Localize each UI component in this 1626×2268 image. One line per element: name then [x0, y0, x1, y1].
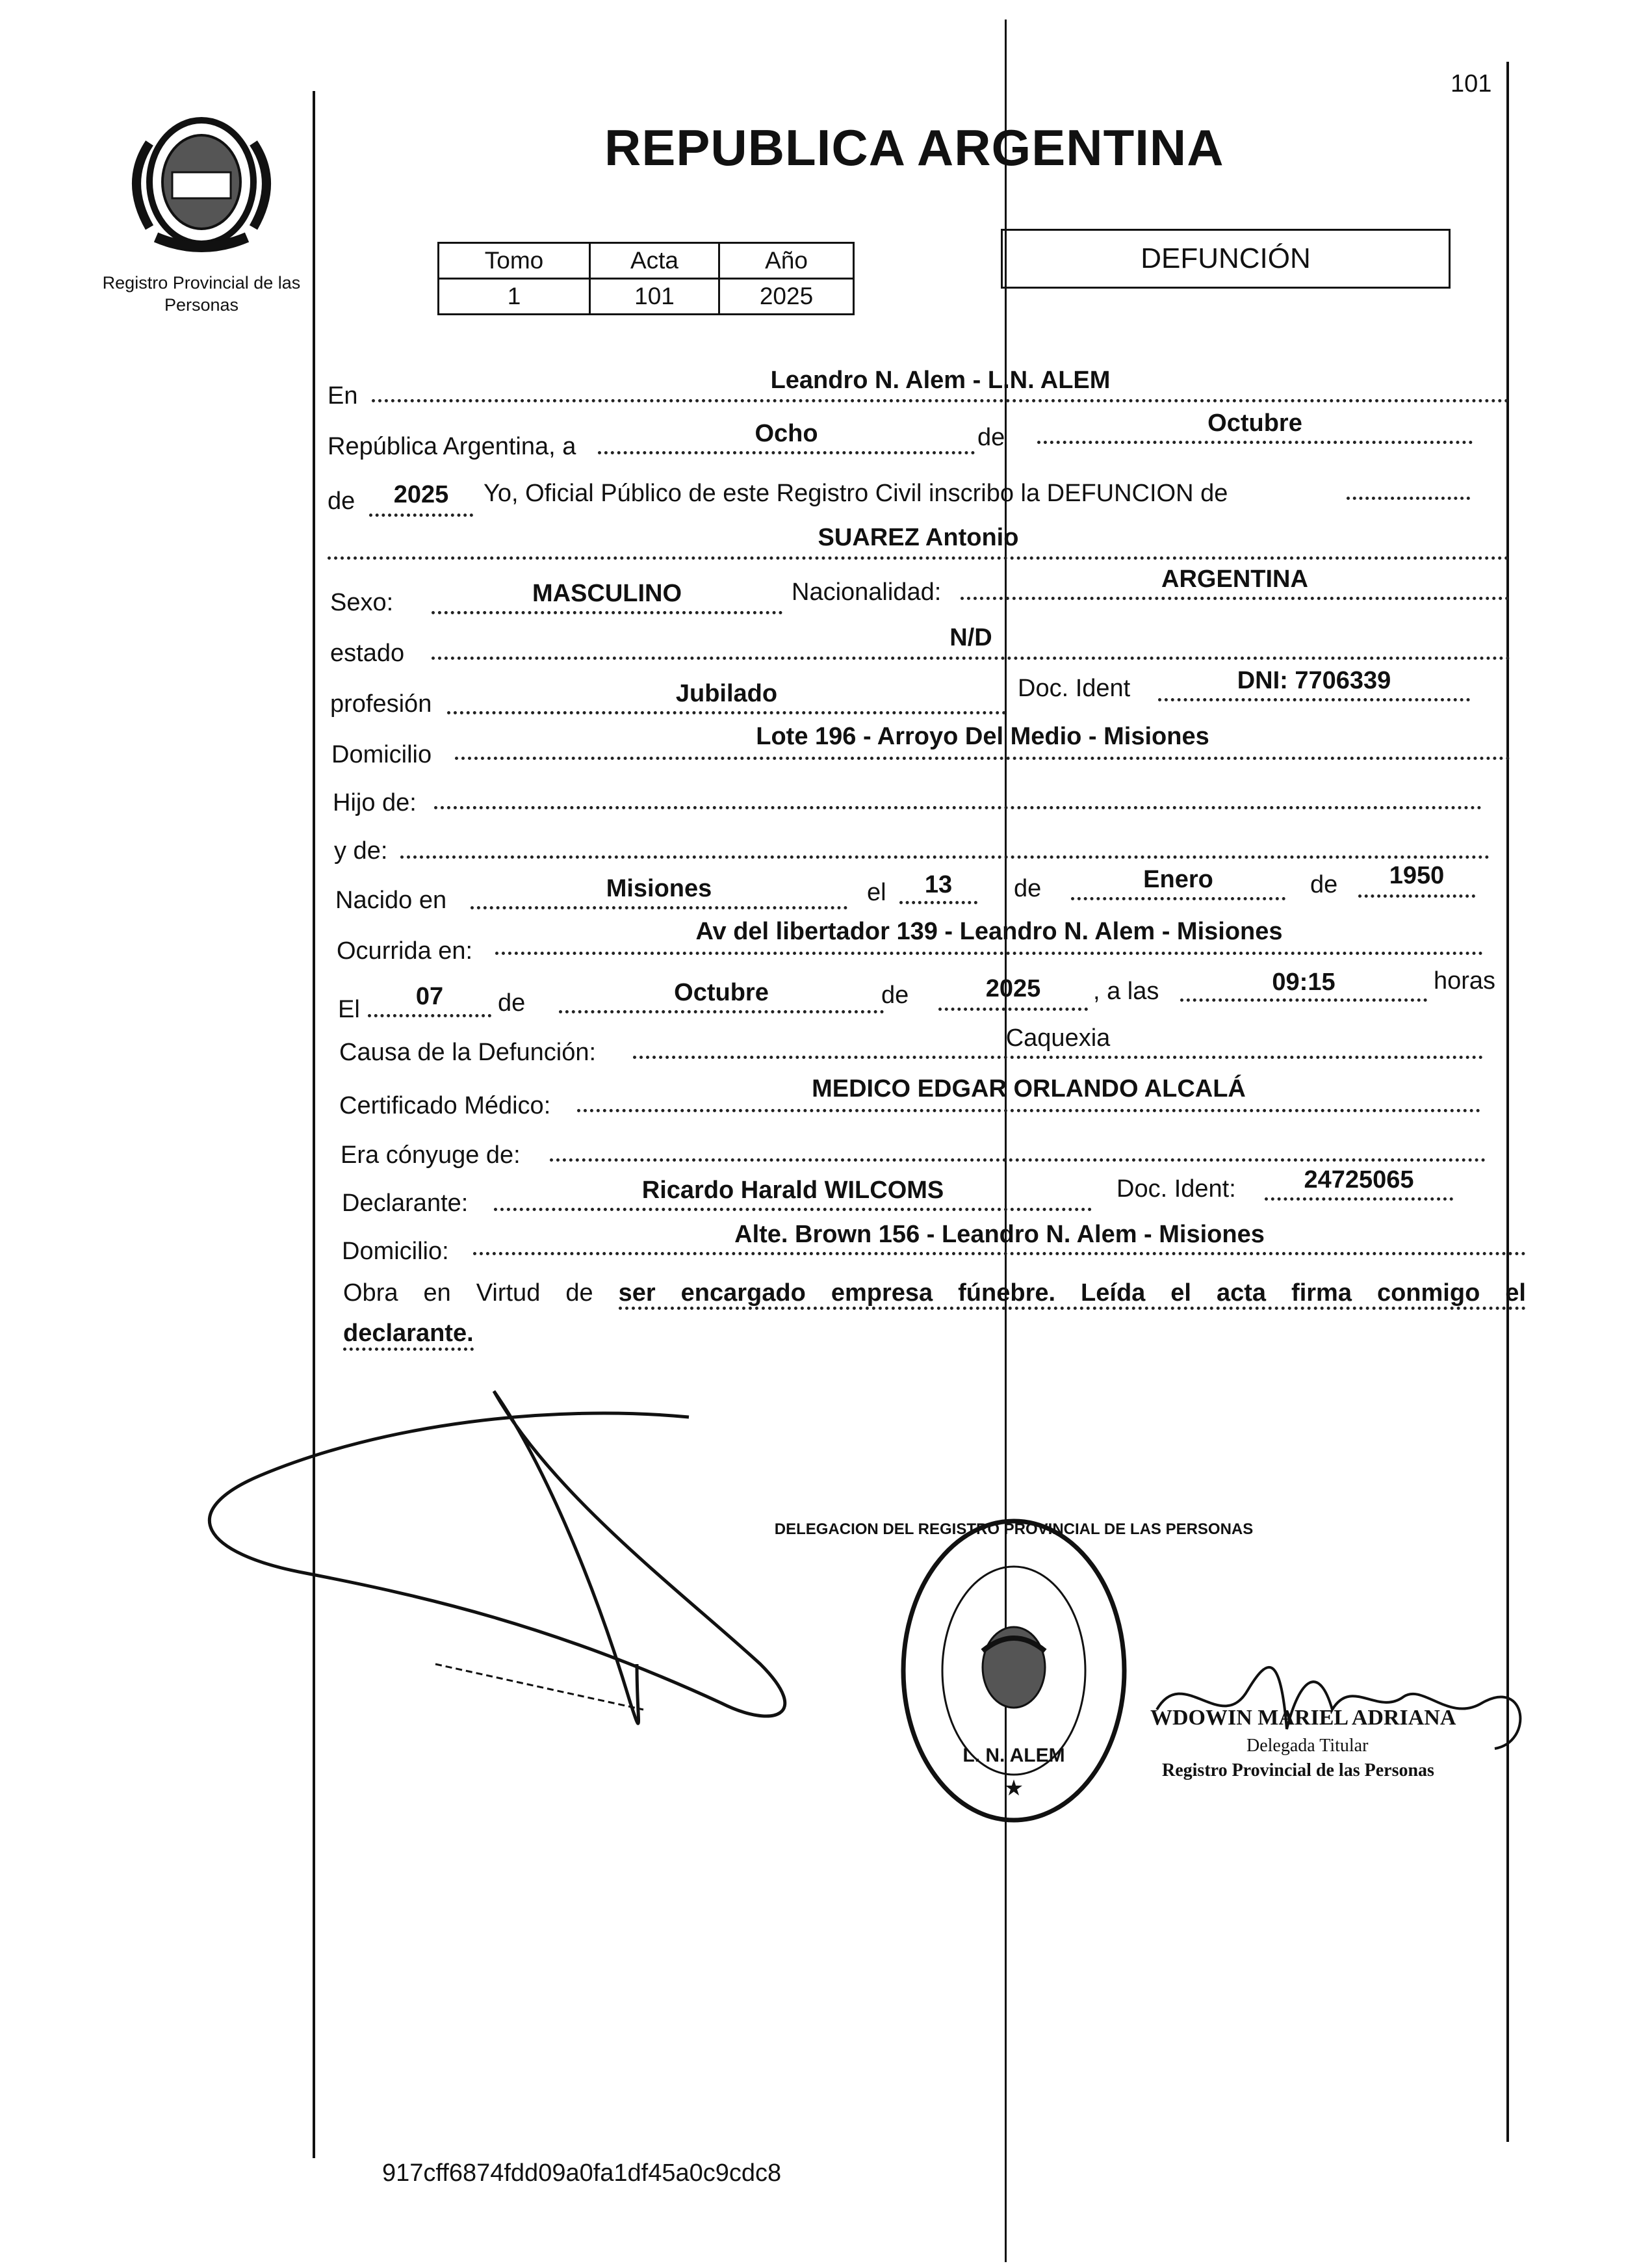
value-doc: DNI: 7706339: [1237, 667, 1391, 694]
label-de-mes: de: [1014, 875, 1042, 902]
dotted-line: [368, 1014, 491, 1017]
label-hijo: Hijo de:: [333, 789, 417, 816]
value-obra-2: declarante.: [343, 1320, 474, 1351]
label-de-anio-nac: de: [1310, 871, 1338, 898]
dotted-line: [961, 597, 1509, 600]
dotted-line: [328, 556, 1509, 560]
dotted-line: [1358, 894, 1475, 898]
label-doc-ident: Doc. Ident: [1018, 675, 1131, 702]
dotted-line: [432, 657, 1510, 660]
dotted-line: [473, 1252, 1526, 1255]
label-profesion: profesión: [330, 690, 432, 718]
official-stamp: [774, 1515, 1254, 1827]
act-type-box: DEFUNCIÓN: [1001, 229, 1451, 289]
value-nacido-dia: 13: [924, 871, 953, 898]
label-en: En: [328, 382, 358, 410]
value-nacido-mes: Enero: [1143, 866, 1213, 893]
value-nombre: SUAREZ Antonio: [818, 524, 1019, 551]
label-doc-ident-2: Doc. Ident:: [1116, 1175, 1236, 1203]
dotted-line: [559, 1010, 884, 1013]
label-nacionalidad: Nacionalidad:: [792, 579, 942, 606]
value-declarante: Ricardo Harald WILCOMS: [641, 1177, 944, 1204]
value-estado: N/D: [949, 624, 992, 651]
dotted-line: [1347, 497, 1470, 500]
value-certificado: MEDICO EDGAR ORLANDO ALCALÁ: [812, 1075, 1246, 1102]
label-el: el: [867, 879, 886, 906]
label-de-def-anio: de: [881, 982, 909, 1009]
dotted-line: [432, 611, 782, 614]
dotted-line: [1265, 1197, 1453, 1201]
fold-line: [1005, 20, 1007, 2262]
header-anio: Año: [719, 243, 854, 279]
page-number: 101: [1451, 70, 1492, 98]
label-yo: Yo, Oficial Público de este Registro Civil inscribo la DEFUNCION de: [484, 480, 1228, 507]
star-icon: ★: [1003, 1775, 1024, 1801]
value-domicilio: Lote 196 - Arroyo Del Medio - Misiones: [756, 723, 1209, 750]
dotted-line: [369, 514, 473, 517]
dotted-line: [372, 399, 1509, 402]
label-certificado: Certificado Médico:: [339, 1092, 551, 1119]
official-name: WDOWIN MARIEL ADRIANA: [1150, 1706, 1456, 1730]
dotted-line: [1037, 441, 1473, 444]
value-dia: Ocho: [755, 420, 818, 447]
value-ocurrida: Av del libertador 139 - Leandro N. Alem - Misiones: [695, 918, 1283, 945]
label-de-anio: de: [328, 488, 355, 515]
provincial-seal-logo: [110, 104, 292, 267]
value-profesion: Jubilado: [675, 680, 778, 707]
label-a-las: , a las: [1093, 978, 1159, 1005]
label-causa: Causa de la Defunción:: [339, 1039, 597, 1066]
label-yde: y de:: [334, 837, 388, 865]
dotted-line: [633, 1056, 1483, 1059]
value-tomo: 1: [439, 279, 590, 315]
label-conyuge: Era cónyuge de:: [341, 1141, 521, 1169]
value-nacionalidad: ARGENTINA: [1161, 566, 1308, 593]
stamp-text: DELEGACION DEL REGISTRO PROVINCIAL DE LAS PERSONAS: [774, 1520, 1254, 1538]
register-table: [437, 242, 855, 315]
declarant-signature: [188, 1378, 942, 1755]
value-def-dia: 07: [415, 983, 444, 1010]
official-office: Registro Provincial de las Personas: [1162, 1760, 1434, 1780]
document-title: REPUBLICA ARGENTINA: [604, 119, 1224, 176]
dotted-line: [598, 451, 975, 454]
value-obra: ser encargado empresa fúnebre. Leída el acta firma conmigo el: [619, 1279, 1526, 1310]
dotted-line: [455, 757, 1510, 760]
dotted-line: [1180, 998, 1427, 1002]
value-nacido-lugar: Misiones: [606, 875, 712, 902]
dotted-line: [899, 901, 977, 904]
dotted-line: [447, 711, 1006, 714]
value-nacido-anio: 1950: [1389, 862, 1445, 889]
dotted-line: [1158, 698, 1470, 701]
dotted-line: [550, 1158, 1486, 1162]
value-mes: Octubre: [1207, 410, 1302, 437]
value-anio: 2025: [393, 481, 449, 508]
label-domicilio: Domicilio: [331, 741, 432, 768]
value-causa: Caquexia: [1005, 1024, 1111, 1052]
value-def-hora: 09:15: [1272, 969, 1336, 996]
header-acta: Acta: [590, 243, 719, 279]
label-republica: República Argentina, a: [328, 433, 576, 460]
label-sexo: Sexo:: [330, 589, 394, 616]
obra-en-virtud: [343, 1279, 1526, 1307]
value-declarante-domicilio: Alte. Brown 156 - Leandro N. Alem - Misiones: [734, 1221, 1265, 1248]
stamp-city: L. N. ALEM: [962, 1745, 1065, 1766]
label-obra: Obra en Virtud de: [343, 1279, 593, 1307]
value-def-anio: 2025: [985, 975, 1041, 1002]
logo-caption: Registro Provincial de las Personas: [102, 273, 301, 315]
dotted-line: [400, 855, 1490, 859]
label-domicilio-2: Domicilio:: [342, 1238, 449, 1265]
official-role: Delegada Titular: [1246, 1736, 1369, 1756]
left-margin-line: [313, 91, 315, 2158]
label-de: de: [977, 424, 1005, 451]
label-nacido: Nacido en: [335, 887, 447, 914]
dotted-line: [471, 906, 847, 909]
value-lugar: Leandro N. Alem - L.N. ALEM: [770, 367, 1111, 394]
value-sexo: MASCULINO: [532, 580, 682, 607]
label-ocurrida: Ocurrida en:: [337, 937, 473, 965]
header-tomo: Tomo: [439, 243, 590, 279]
value-anio: 2025: [719, 279, 854, 315]
dotted-line: [1071, 897, 1285, 900]
label-el-fecha: El: [338, 996, 360, 1023]
dotted-line: [495, 952, 1483, 955]
dotted-line: [494, 1208, 1092, 1211]
dotted-line: [577, 1109, 1480, 1112]
dotted-line: [938, 1008, 1088, 1011]
dotted-line: [434, 806, 1482, 809]
value-acta: 101: [590, 279, 719, 315]
label-horas: horas: [1434, 967, 1496, 995]
label-estado: estado: [330, 640, 405, 667]
value-declarante-doc: 24725065: [1304, 1166, 1414, 1193]
label-de-def-mes: de: [498, 989, 526, 1017]
value-def-mes: Octubre: [674, 979, 769, 1006]
document-hash: 917cff6874fdd09a0fa1df45a0c9cdc8: [382, 2159, 782, 2187]
label-declarante: Declarante:: [342, 1190, 469, 1217]
